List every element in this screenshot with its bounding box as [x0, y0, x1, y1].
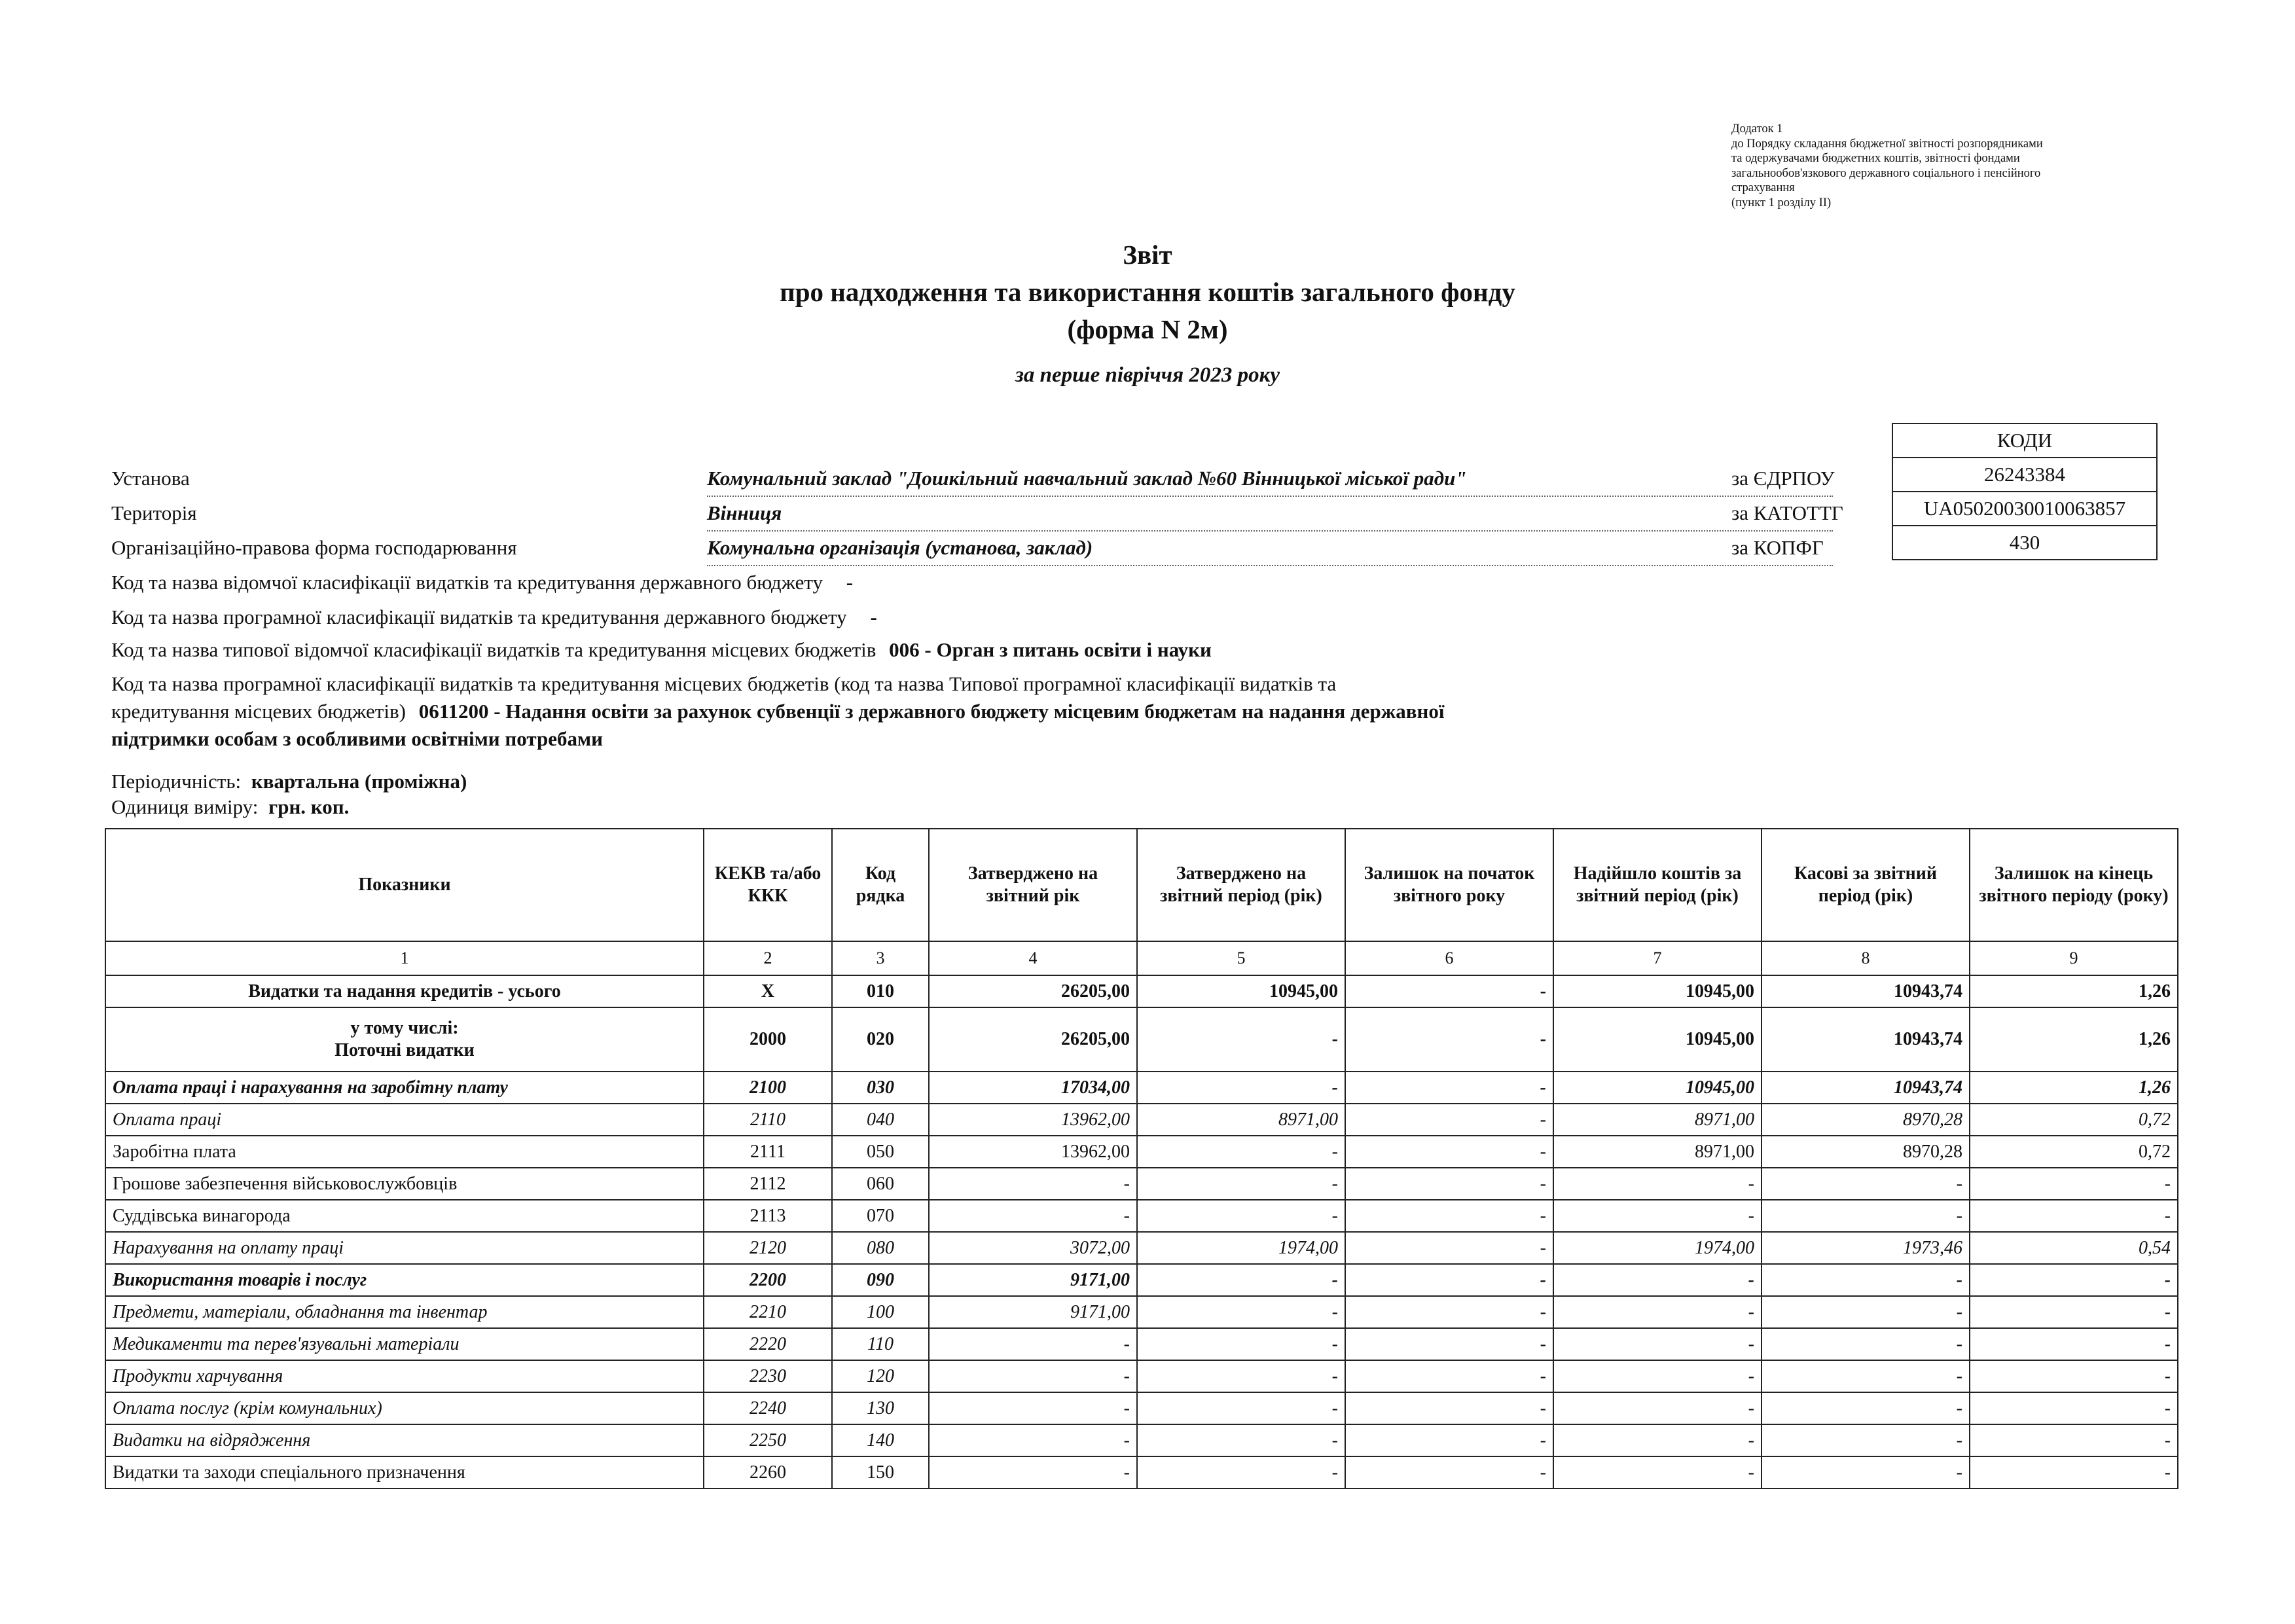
org-form-value: Комунальна організація (установа, заклад) — [707, 536, 1833, 566]
row-received: 10945,00 — [1553, 1072, 1762, 1104]
row-approved-period: - — [1137, 1424, 1345, 1456]
header-row-code: Код рядка — [832, 829, 929, 941]
code-katottg: UA05020030010063857 — [1892, 492, 2157, 526]
row-balance-end: 1,26 — [1970, 1072, 2178, 1104]
row-cash: - — [1762, 1456, 1970, 1489]
row-kekv: 2100 — [704, 1072, 832, 1104]
territory-label: Територія — [111, 501, 197, 524]
prog-local-label-1: Код та назва програмної класифікації видатків та кредитування місцевих бюджетів (код та назва Типової програмної класифікації видатків та — [111, 672, 1337, 695]
row-received: - — [1553, 1456, 1762, 1489]
codes-table — [1892, 423, 2158, 560]
col-number: 9 — [1970, 941, 2178, 975]
row-received: 8971,00 — [1553, 1136, 1762, 1168]
column-number-row — [105, 941, 2178, 975]
row-code: 140 — [832, 1424, 929, 1456]
institution-label: Установа — [111, 467, 190, 490]
col-number: 5 — [1137, 941, 1345, 975]
org-form-code-label: за КОПФГ — [1731, 536, 1824, 559]
row-cash: - — [1762, 1392, 1970, 1424]
row-name: Оплата праці і нарахування на заробітну плату — [105, 1072, 704, 1104]
row-balance-end: - — [1970, 1392, 2178, 1424]
row-balance-end: 1,26 — [1970, 1007, 2178, 1072]
row-cash: - — [1762, 1264, 1970, 1296]
table-row — [105, 1104, 2178, 1136]
row-cash: - — [1762, 1424, 1970, 1456]
prog-local-value-1: 0611200 - Надання освіти за рахунок субвенції з державного бюджету місцевим бюджетам на надання державної — [418, 700, 1445, 723]
row-balance-end: - — [1970, 1360, 2178, 1392]
row-name: Предмети, матеріали, обладнання та інвентар — [105, 1296, 704, 1328]
table-row — [105, 1296, 2178, 1328]
row-approved-period: - — [1137, 1456, 1345, 1489]
dept-state-label: Код та назва відомчої класифікації видатків та кредитування державного бюджету — [111, 571, 823, 594]
row-approved-year: - — [929, 1168, 1137, 1200]
row-name-line: Поточні видатки — [334, 1040, 475, 1060]
row-name: Видатки на відрядження — [105, 1424, 704, 1456]
row-approved-period: - — [1137, 1392, 1345, 1424]
header-balance-end: Залишок на кінець звітного періоду (року) — [1970, 829, 2178, 941]
row-balance-end: - — [1970, 1168, 2178, 1200]
row-balance-start: - — [1345, 975, 1553, 1007]
dept-local-line — [111, 638, 1212, 662]
row-received: - — [1553, 1360, 1762, 1392]
row-approved-period: - — [1137, 1360, 1345, 1392]
col-number: 2 — [704, 941, 832, 975]
row-kekv: 2112 — [704, 1168, 832, 1200]
unit-line — [111, 795, 349, 819]
table-row — [105, 1456, 2178, 1489]
prog-local-block — [111, 670, 1708, 753]
row-received: - — [1553, 1296, 1762, 1328]
territory-value: Вінниця — [707, 501, 1833, 532]
col-number: 4 — [929, 941, 1137, 975]
dept-state-line — [111, 571, 853, 594]
row-approved-year: 13962,00 — [929, 1104, 1137, 1136]
row-name: Видатки та заходи спеціального призначення — [105, 1456, 704, 1489]
row-balance-start: - — [1345, 1264, 1553, 1296]
appendix-line: Додаток 1 — [1731, 122, 1783, 135]
row-code: 110 — [832, 1328, 929, 1360]
prog-state-value: - — [870, 605, 877, 628]
dept-local-label: Код та назва типової відомчої класифікації видатків та кредитування місцевих бюджетів — [111, 638, 876, 661]
row-balance-start: - — [1345, 1424, 1553, 1456]
row-approved-period: 10945,00 — [1137, 975, 1345, 1007]
row-code: 030 — [832, 1072, 929, 1104]
row-approved-year: 26205,00 — [929, 975, 1137, 1007]
unit-label: Одиниця виміру: — [111, 795, 259, 818]
code-edrpou: 26243384 — [1892, 458, 2157, 492]
row-received: 8971,00 — [1553, 1104, 1762, 1136]
row-code: 130 — [832, 1392, 929, 1424]
row-balance-start: - — [1345, 1200, 1553, 1232]
institution-code-label: за ЄДРПОУ — [1731, 467, 1835, 490]
row-cash: - — [1762, 1296, 1970, 1328]
row-code: 090 — [832, 1264, 929, 1296]
table-header-row — [105, 829, 2178, 941]
row-code: 120 — [832, 1360, 929, 1392]
periodicity-line — [111, 770, 467, 793]
row-kekv: 2000 — [704, 1007, 832, 1072]
row-code: 080 — [832, 1232, 929, 1264]
row-kekv: 2113 — [704, 1200, 832, 1232]
row-balance-end: 0,72 — [1970, 1136, 2178, 1168]
row-cash: 10943,74 — [1762, 1007, 1970, 1072]
codes-header: КОДИ — [1892, 424, 2157, 458]
row-code: 010 — [832, 975, 929, 1007]
row-approved-year: 3072,00 — [929, 1232, 1137, 1264]
appendix-line: страхування — [1731, 181, 1795, 194]
appendix-note — [1731, 122, 2150, 210]
row-balance-start: - — [1345, 1328, 1553, 1360]
row-cash: 1973,46 — [1762, 1232, 1970, 1264]
title-line-1: Звіт — [1123, 240, 1172, 270]
periodicity-label: Періодичність: — [111, 770, 242, 793]
header-approved-year: Затверджено на звітний рік — [929, 829, 1137, 941]
row-cash: 8970,28 — [1762, 1136, 1970, 1168]
table-row — [105, 1392, 2178, 1424]
code-kopfg: 430 — [1892, 526, 2157, 560]
table-row — [105, 1136, 2178, 1168]
appendix-line: та одержувачами бюджетних коштів, звітності фондами — [1731, 152, 2020, 165]
row-approved-year: 17034,00 — [929, 1072, 1137, 1104]
org-form-label: Організаційно-правова форма господарювання — [111, 536, 517, 559]
row-received: - — [1553, 1168, 1762, 1200]
row-approved-year: - — [929, 1392, 1137, 1424]
row-balance-start: - — [1345, 1136, 1553, 1168]
table-row — [105, 1168, 2178, 1200]
col-number: 8 — [1762, 941, 1970, 975]
unit-value: грн. коп. — [268, 795, 350, 818]
col-number: 1 — [105, 941, 704, 975]
row-approved-period: - — [1137, 1007, 1345, 1072]
row-balance-end: - — [1970, 1456, 2178, 1489]
table-row — [105, 1264, 2178, 1296]
table-row — [105, 1360, 2178, 1392]
row-code: 040 — [832, 1104, 929, 1136]
row-received: 1974,00 — [1553, 1232, 1762, 1264]
row-approved-period: 8971,00 — [1137, 1104, 1345, 1136]
row-balance-start: - — [1345, 1007, 1553, 1072]
row-balance-end: - — [1970, 1296, 2178, 1328]
table-row — [105, 1328, 2178, 1360]
row-name: Медикаменти та перев'язувальні матеріали — [105, 1328, 704, 1360]
row-cash: 8970,28 — [1762, 1104, 1970, 1136]
table-row — [105, 975, 2178, 1007]
row-kekv: 2200 — [704, 1264, 832, 1296]
title-line-2: про надходження та використання коштів загального фонду — [780, 277, 1515, 307]
table-row — [105, 1072, 2178, 1104]
row-balance-end: 1,26 — [1970, 975, 2178, 1007]
row-name: Використання товарів і послуг — [105, 1264, 704, 1296]
row-balance-end: - — [1970, 1424, 2178, 1456]
row-balance-end: - — [1970, 1200, 2178, 1232]
report-title — [0, 236, 2295, 391]
header-kekv: КЕКВ та/або ККК — [704, 829, 832, 941]
row-received: - — [1553, 1264, 1762, 1296]
row-cash: - — [1762, 1360, 1970, 1392]
prog-local-value-2: підтримки особам з особливими освітніми потребами — [111, 727, 603, 750]
title-line-3: (форма N 2м) — [1067, 314, 1228, 344]
row-kekv: 2220 — [704, 1328, 832, 1360]
row-balance-end: 0,54 — [1970, 1232, 2178, 1264]
row-code: 020 — [832, 1007, 929, 1072]
row-kekv: 2250 — [704, 1424, 832, 1456]
row-name — [105, 1007, 704, 1072]
row-approved-year: - — [929, 1360, 1137, 1392]
row-approved-year: - — [929, 1200, 1137, 1232]
prog-state-label: Код та назва програмної класифікації видатків та кредитування державного бюджету — [111, 605, 847, 628]
row-approved-period: - — [1137, 1136, 1345, 1168]
row-name: Оплата праці — [105, 1104, 704, 1136]
row-balance-start: - — [1345, 1168, 1553, 1200]
row-kekv: 2240 — [704, 1392, 832, 1424]
row-cash: 10943,74 — [1762, 1072, 1970, 1104]
row-approved-period: 1974,00 — [1137, 1232, 1345, 1264]
row-code: 070 — [832, 1200, 929, 1232]
row-code: 050 — [832, 1136, 929, 1168]
col-number: 7 — [1553, 941, 1762, 975]
table-row — [105, 1424, 2178, 1456]
periodicity-value: квартальна (проміжна) — [251, 770, 467, 793]
row-approved-year: - — [929, 1456, 1137, 1489]
row-code: 100 — [832, 1296, 929, 1328]
header-cash: Касові за звітний період (рік) — [1762, 829, 1970, 941]
row-kekv: Х — [704, 975, 832, 1007]
row-kekv: 2120 — [704, 1232, 832, 1264]
row-approved-period: - — [1137, 1328, 1345, 1360]
header-approved-period: Затверджено на звітний період (рік) — [1137, 829, 1345, 941]
report-table — [105, 828, 2178, 1489]
prog-local-label-2: кредитування місцевих бюджетів) — [111, 700, 406, 723]
report-period: за перше півріччя 2023 року — [1015, 363, 1280, 387]
row-name: Суддівська винагорода — [105, 1200, 704, 1232]
row-approved-period: - — [1137, 1072, 1345, 1104]
row-cash: - — [1762, 1328, 1970, 1360]
row-received: - — [1553, 1424, 1762, 1456]
row-kekv: 2230 — [704, 1360, 832, 1392]
row-approved-year: - — [929, 1424, 1137, 1456]
row-name: Заробітна плата — [105, 1136, 704, 1168]
prog-state-line — [111, 605, 877, 629]
header-balance-start: Залишок на початок звітного року — [1345, 829, 1553, 941]
row-name: Нарахування на оплату праці — [105, 1232, 704, 1264]
row-balance-start: - — [1345, 1392, 1553, 1424]
row-approved-period: - — [1137, 1264, 1345, 1296]
row-approved-year: 13962,00 — [929, 1136, 1137, 1168]
header-indicators: Показники — [105, 829, 704, 941]
row-approved-year: 9171,00 — [929, 1264, 1137, 1296]
row-cash: 10943,74 — [1762, 975, 1970, 1007]
col-number: 6 — [1345, 941, 1553, 975]
row-balance-start: - — [1345, 1232, 1553, 1264]
row-kekv: 2111 — [704, 1136, 832, 1168]
row-balance-start: - — [1345, 1360, 1553, 1392]
row-code: 060 — [832, 1168, 929, 1200]
territory-code-label: за КАТОТТГ — [1731, 501, 1843, 524]
row-name: Продукти харчування — [105, 1360, 704, 1392]
row-balance-start: - — [1345, 1072, 1553, 1104]
row-approved-period: - — [1137, 1296, 1345, 1328]
table-row — [105, 1007, 2178, 1072]
col-number: 3 — [832, 941, 929, 975]
header-received: Надійшло коштів за звітний період (рік) — [1553, 829, 1762, 941]
row-balance-start: - — [1345, 1296, 1553, 1328]
appendix-line: до Порядку складання бюджетної звітності розпорядниками — [1731, 137, 2043, 151]
appendix-line: (пункт 1 розділу II) — [1731, 196, 1832, 209]
row-approved-year: 26205,00 — [929, 1007, 1137, 1072]
row-balance-end: - — [1970, 1328, 2178, 1360]
row-approved-year: - — [929, 1328, 1137, 1360]
dept-local-value: 006 - Орган з питань освіти і науки — [889, 638, 1212, 661]
row-balance-start: - — [1345, 1456, 1553, 1489]
row-received: - — [1553, 1392, 1762, 1424]
appendix-line: загальнообов'язкового державного соціального і пенсійного — [1731, 166, 2041, 180]
row-kekv: 2260 — [704, 1456, 832, 1489]
row-received: - — [1553, 1200, 1762, 1232]
row-code: 150 — [832, 1456, 929, 1489]
row-approved-period: - — [1137, 1200, 1345, 1232]
row-received: - — [1553, 1328, 1762, 1360]
row-received: 10945,00 — [1553, 975, 1762, 1007]
row-balance-start: - — [1345, 1104, 1553, 1136]
row-kekv: 2210 — [704, 1296, 832, 1328]
row-approved-year: 9171,00 — [929, 1296, 1137, 1328]
row-cash: - — [1762, 1200, 1970, 1232]
row-received: 10945,00 — [1553, 1007, 1762, 1072]
institution-value: Комунальний заклад "Дошкільний навчальний заклад №60 Вінницької міської ради" — [707, 467, 1833, 497]
row-kekv: 2110 — [704, 1104, 832, 1136]
row-cash: - — [1762, 1168, 1970, 1200]
dept-state-value: - — [846, 571, 854, 594]
row-name: Грошове забезпечення військовослужбовців — [105, 1168, 704, 1200]
table-row — [105, 1232, 2178, 1264]
table-row — [105, 1200, 2178, 1232]
row-name: Оплата послуг (крім комунальних) — [105, 1392, 704, 1424]
row-approved-period: - — [1137, 1168, 1345, 1200]
row-name: Видатки та надання кредитів - усього — [105, 975, 704, 1007]
row-name-line: у тому числі: — [350, 1018, 459, 1038]
row-balance-end: - — [1970, 1264, 2178, 1296]
row-balance-end: 0,72 — [1970, 1104, 2178, 1136]
